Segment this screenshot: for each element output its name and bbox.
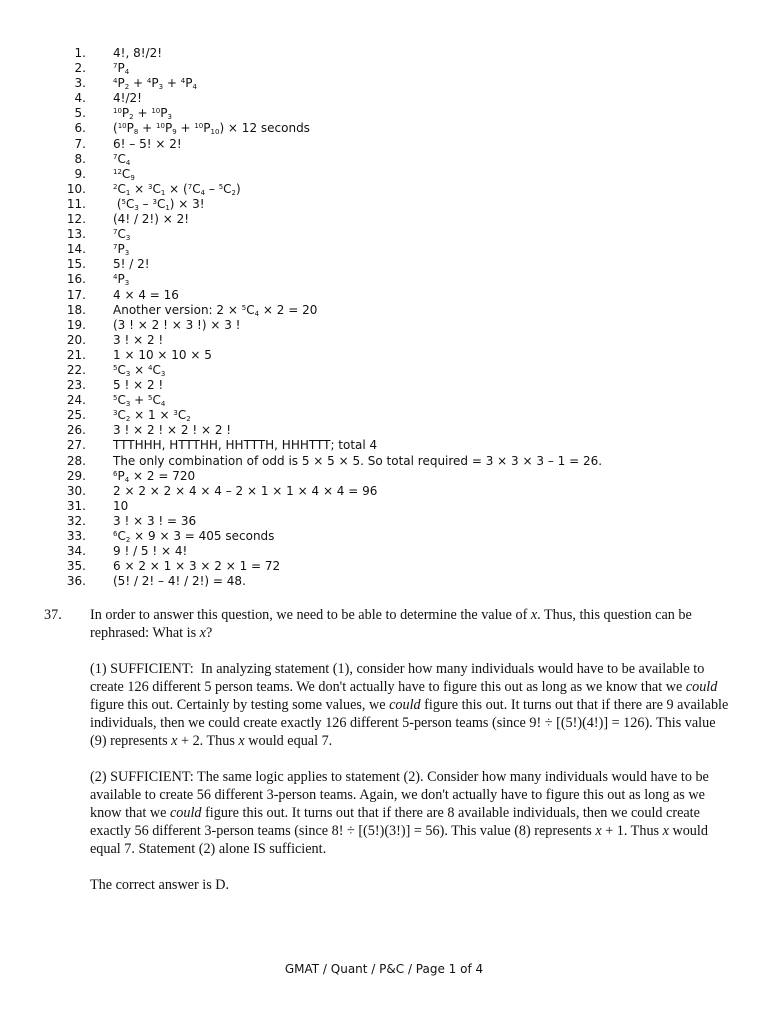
answer-text: 10 — [113, 498, 129, 513]
answer-number: 21. — [66, 347, 86, 362]
answer-number: 12. — [66, 212, 86, 227]
answer-number: 18. — [66, 302, 86, 317]
answer-text: 5! / 2! — [113, 257, 150, 272]
answer-text: The only combination of odd is 5 × 5 × 5. So total required = 3 × 3 × 3 – 1 = 26. — [113, 453, 603, 468]
answer-number: 29. — [66, 468, 86, 483]
answer-text: 4!, 8!/2! — [113, 46, 163, 60]
answer-number: 30. — [66, 483, 86, 498]
answer-number: 8. — [74, 151, 86, 166]
answer-number: 13. — [66, 227, 86, 242]
answer-text: $^7P_4$ — [113, 61, 130, 77]
answer-text: 5 ! × 2 ! — [113, 378, 164, 393]
answer-number: 31. — [66, 498, 86, 513]
question-37 — [44, 606, 734, 912]
answer-number: 20. — [66, 332, 86, 347]
answer-number: 5. — [74, 106, 86, 121]
explanation-paragraph: (2) SUFFICIENT: The same logic applies to statement (2). Consider how many individuals would have to be available to create 56 different 3-person teams. Again, we don't actually have to figure this out as long as we know that we could figure this out. It turns out that if there are 8 available individuals, then we could create exactly 56 different 3-person teams (since 8! ÷ [(5!)(3!)] = 56). This value (8) represents x + 1. Thus x would equal 7. Statement (2) alone IS sufficient. — [90, 769, 709, 857]
question-number: 37. — [44, 607, 62, 623]
answer-number: 19. — [66, 317, 86, 332]
answer-text: $^4P_2 + ^4P_3 + ^4P_4$ — [113, 76, 197, 92]
answer-text: 3 ! × 2 ! × 2 ! × 2 ! — [113, 423, 232, 438]
answer-text: 9 ! / 5 ! × 4! — [113, 544, 188, 559]
answer-number: 4. — [74, 91, 86, 106]
answer-text: 6 × 2 × 1 × 3 × 2 × 1 = 72 — [113, 559, 281, 574]
answer-text: 6! – 5! × 2! — [113, 136, 182, 151]
answer-number: 34. — [66, 544, 86, 559]
answer-number: 6. — [74, 121, 86, 136]
answer-number: 17. — [66, 287, 86, 302]
answer-text: 4!/2! — [113, 91, 142, 106]
answer-number: 24. — [66, 393, 86, 408]
answer-number: 35. — [66, 559, 86, 574]
answer-number: 25. — [66, 408, 86, 423]
answer-text: 4 × 4 = 16 — [113, 287, 179, 302]
explanation-paragraph: The correct answer is D. — [90, 877, 230, 893]
answer-text: $^2C_1 \times ^3C_1 \times (^7C_4 - ^5C_2)$ — [113, 181, 241, 197]
page-footer: GMAT / Quant / P&C / Page 1 of 4 — [284, 962, 484, 976]
answer-text: $^6P_4 \times 2 = 720$ — [113, 468, 196, 484]
answer-number: 15. — [66, 257, 86, 272]
answer-number: 1. — [74, 46, 86, 60]
question-explanation — [90, 606, 734, 894]
answer-text: $^7C_4$ — [113, 151, 131, 167]
explanation-paragraph: In order to answer this question, we need to be able to determine the value of x. Thus, this question can be rephrased: What is x? — [90, 607, 692, 641]
answer-number: 11. — [66, 196, 86, 211]
answer-number: 36. — [66, 574, 86, 589]
answer-text: $^5C_3 + ^5C_4$ — [113, 393, 166, 409]
answer-text: $^{10}P_2 + ^{10}P_3$ — [113, 106, 172, 122]
answer-number: 23. — [66, 378, 86, 393]
answer-text: $^6C_2 \times 9 \times 3 = 405$ seconds — [113, 529, 275, 544]
answer-text: $(^5C_3 - ^3C_1) \times 3$! — [113, 196, 205, 212]
answer-text: $^7C_3$ — [113, 227, 131, 243]
answer-number: 14. — [66, 242, 86, 257]
answer-text: 1 × 10 × 10 × 5 — [113, 347, 212, 362]
answer-text: TTTHHH, HTTTHH, HHTTTH, HHHTTT; total 4 — [113, 438, 378, 453]
answer-text: $^4P_3$ — [113, 272, 130, 288]
answer-number: 33. — [66, 529, 86, 543]
answer-text: Another version: $2 \times ^5C_4 \times 2 = 20$ — [113, 302, 318, 318]
answer-text: $^3C_2 \times 1 \times ^3C_2$ — [113, 408, 191, 424]
answer-text: (3 ! × 2 ! × 3 !) × 3 ! — [113, 317, 241, 332]
answer-text: $^{12}C_9$ — [113, 166, 135, 182]
answer-number: 3. — [74, 76, 86, 91]
explanation-paragraph: (1) SUFFICIENT: In analyzing statement (1), consider how many individuals would have to be available to create 126 different 5 person teams. We don't actually have to figure this out as long as we know that we could figure this out. Certainly by testing some values, we could figure this out. It turns out that if there are 9 available individuals, then we could create exactly 126 different 5-person teams (since 9! ÷ [(5!)(4!)] = 126). This value (9) represents x + 2. Thus x would equal 7. — [90, 661, 729, 749]
answer-text: 2 × 2 × 2 × 4 × 4 – 2 × 1 × 1 × 4 × 4 = 96 — [113, 483, 378, 498]
answer-number: 10. — [66, 181, 86, 196]
answer-number: 28. — [66, 453, 86, 468]
answer-text: 3 ! × 3 ! = 36 — [113, 513, 197, 528]
answer-number: 27. — [66, 438, 86, 453]
answer-number: 32. — [66, 513, 86, 528]
answer-number: 16. — [66, 272, 86, 287]
answer-number: 9. — [74, 166, 86, 181]
answer-number: 22. — [66, 362, 86, 377]
answer-text: $^7P_3$ — [113, 242, 130, 258]
answer-text: (5! / 2! – 4! / 2!) = 48. — [113, 574, 246, 589]
answer-text: $(^{10}P_8 + ^{10}P_9 + ^{10}P_{10}) \times 12$ seconds — [113, 121, 310, 137]
answer-text: (4! / 2!) × 2! — [113, 212, 190, 227]
answer-number: 26. — [66, 423, 86, 438]
answer-text: $^5C_3 \times ^4C_3$ — [113, 362, 166, 378]
answer-number: 7. — [74, 136, 86, 151]
answer-text: 3 ! × 2 ! — [113, 332, 164, 347]
answer-number: 2. — [74, 61, 86, 76]
